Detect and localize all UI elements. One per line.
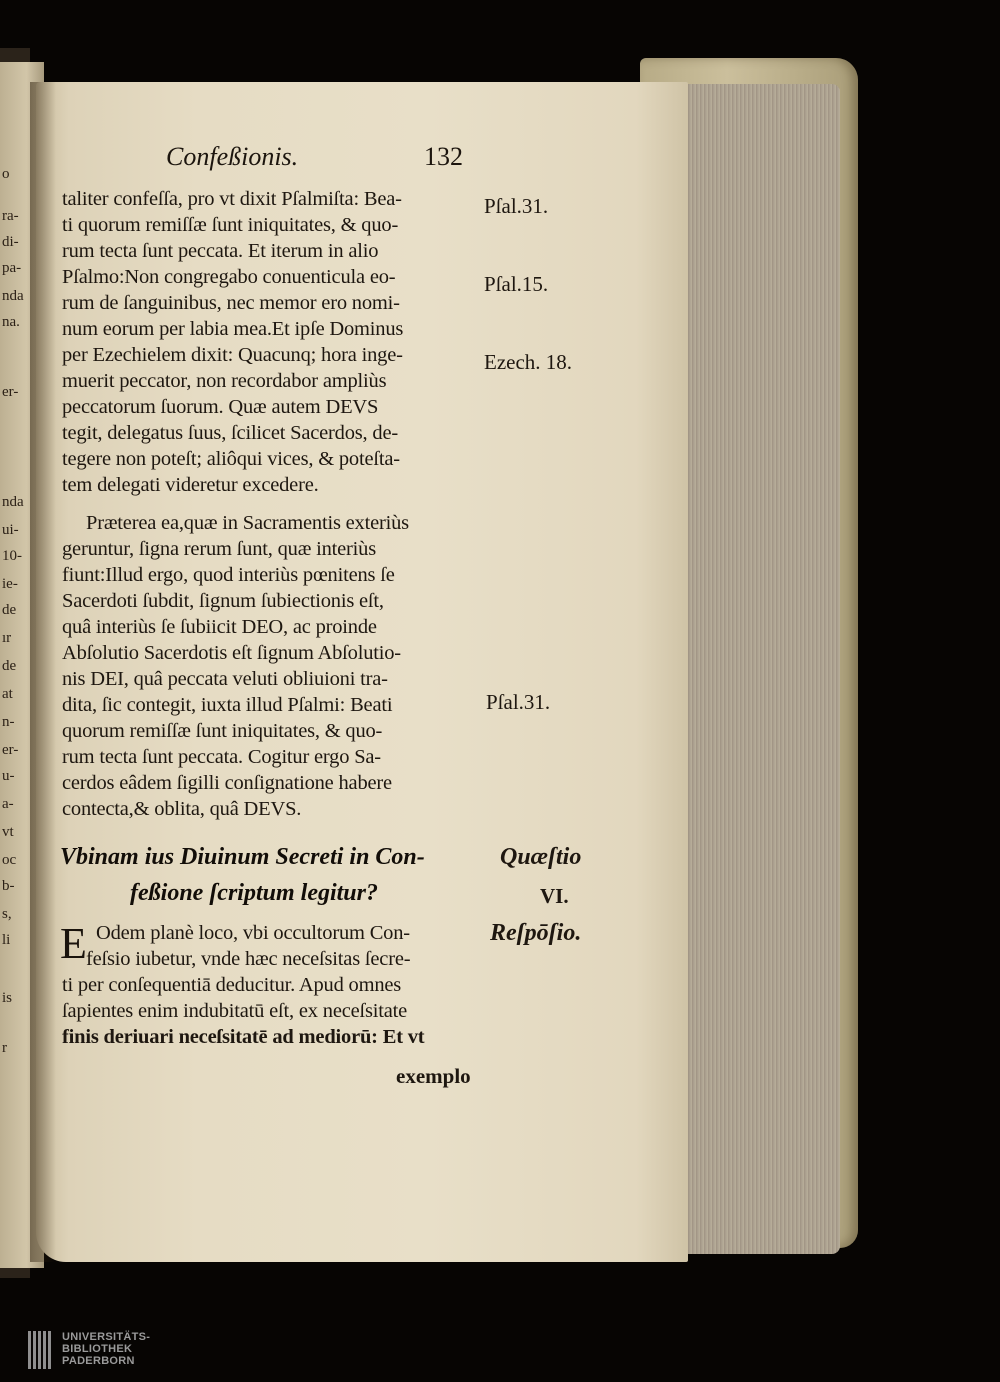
left-fragment: nda (2, 494, 24, 510)
text-line: ti quorum remiſſæ ſunt iniquitates, & quo- (62, 214, 399, 236)
left-fragment: ui- (2, 522, 19, 538)
left-fragment: s, (2, 906, 12, 922)
text-line: Sacerdoti ſubdit, ſignum ſubiectionis eſt, (62, 590, 384, 612)
answer-line: Odem planè loco, vbi occultorum Con- (96, 922, 410, 944)
left-fragment: 10- (2, 548, 22, 564)
margin-note: Pſal.15. (484, 272, 549, 296)
question-heading-line2: feßione ſcriptum legitur? (130, 880, 378, 906)
left-fragment: a- (2, 796, 14, 812)
margin-note-quaestio: Quæſtio (500, 844, 582, 870)
library-logo-icon (28, 1331, 52, 1369)
text-line: tem delegati videretur excedere. (62, 474, 319, 496)
text-line: Abſolutio Sacerdotis eſt ſignum Abſolutio- (62, 642, 401, 664)
left-fragment: di- (2, 234, 19, 250)
text-line: num eorum per labia mea.Et ipſe Dominus (62, 318, 404, 340)
answer-line: ſapientes enim indubitatū eſt, ex neceſsitate (62, 1000, 408, 1022)
text-line: rum tecta ſunt peccata. Cogitur ergo Sa- (62, 746, 381, 768)
page-number: 132 (424, 142, 463, 171)
text-line: Præterea ea,quæ in Sacramentis exteriùs (86, 512, 409, 534)
left-fragment: oc (2, 852, 17, 868)
logo-line: UNIVERSITÄTS- (62, 1331, 151, 1343)
margin-note: Pſal.31. (484, 194, 549, 218)
library-logo-text (62, 1331, 150, 1367)
answer-line: feſsio iubetur, vnde hæc neceſsitas ſecre- (86, 948, 411, 970)
left-fragment: vt (2, 824, 14, 840)
text-line: peccatorum ſuorum. Quæ autem DEVS (62, 396, 379, 418)
margin-note: Ezech. 18. (484, 350, 573, 374)
answer-line: ti per conſequentiā deducitur. Apud omnes (62, 974, 402, 996)
left-fragment: de (2, 602, 17, 618)
left-fragment: de (2, 658, 17, 674)
left-fragment: o (2, 166, 10, 182)
margin-note-responsio: Reſpōſio. (490, 920, 582, 946)
left-fragment: r (2, 1040, 7, 1056)
left-fragment: b- (2, 878, 15, 894)
text-line: Pſalmo:Non congregabo conuenticula eo- (62, 266, 396, 288)
text-line: contecta,& oblita, quâ DEVS. (62, 798, 302, 820)
catchword: exemplo (396, 1064, 471, 1088)
text-line: quorum remiſſæ ſunt iniquitates, & quo- (62, 720, 383, 742)
text-line: dita, ſic contegit, iuxta illud Pſalmi: Beati (62, 694, 393, 716)
text-line: tegit, delegatus ſuus, ſcilicet Sacerdos, de- (62, 422, 398, 444)
answer-line: finis deriuari neceſsitatē ad mediorū: Et vt (62, 1026, 425, 1048)
logo-line: PADERBORN (62, 1355, 135, 1367)
drop-cap: E (60, 919, 87, 968)
margin-note: Pſal.31. (486, 690, 551, 714)
text-line: rum tecta ſunt peccata. Et iterum in alio (62, 240, 379, 262)
text-line: rum de ſanguinibus, nec memor ero nomi- (62, 292, 400, 314)
text-line: cerdos eâdem ſigilli conſignatione habere (62, 772, 392, 794)
logo-line: BIBLIOTHEK (62, 1343, 133, 1355)
left-fragment: pa- (2, 260, 22, 276)
left-fragment: ra- (2, 208, 19, 224)
question-heading-line1: Vbinam ius Diuinum Secreti in Con- (60, 844, 425, 870)
left-fragment: u- (2, 768, 15, 784)
text-line: nis DEI, quâ peccata veluti obliuioni tra- (62, 668, 388, 690)
text-line: quâ interiùs ſe ſubiicit DEO, ac proinde (62, 616, 377, 638)
gutter-shadow (30, 82, 56, 1262)
text-line: muerit peccator, non recordabor ampliùs (62, 370, 387, 392)
text-line: per Ezechielem dixit: Quacunq; hora inge- (62, 344, 403, 366)
text-line: tegere non poteſt; aliôqui vices, & poteſta- (62, 448, 400, 470)
left-fragment: er- (2, 742, 19, 758)
left-fragment: ie- (2, 576, 18, 592)
left-fragment: li (2, 932, 11, 948)
left-fragment: nda (2, 288, 24, 304)
left-fragment: er- (2, 384, 19, 400)
text-line: geruntur, ſigna rerum ſunt, quæ interiùs (62, 538, 376, 560)
running-head: Confeßionis. (166, 142, 299, 171)
left-fragment: na. (2, 314, 20, 330)
page-edges (664, 84, 840, 1254)
text-line: taliter confeſſa, pro vt dixit Pſalmiſta: Bea- (62, 188, 402, 210)
left-fragment: at (2, 686, 13, 702)
left-fragment: is (2, 990, 13, 1006)
text-line: fiunt:Illud ergo, quod interiùs pœnitens ſe (62, 564, 395, 586)
left-fragment: ır (2, 630, 12, 646)
left-fragment: n- (2, 714, 15, 730)
margin-note-number: VI. (540, 884, 569, 908)
